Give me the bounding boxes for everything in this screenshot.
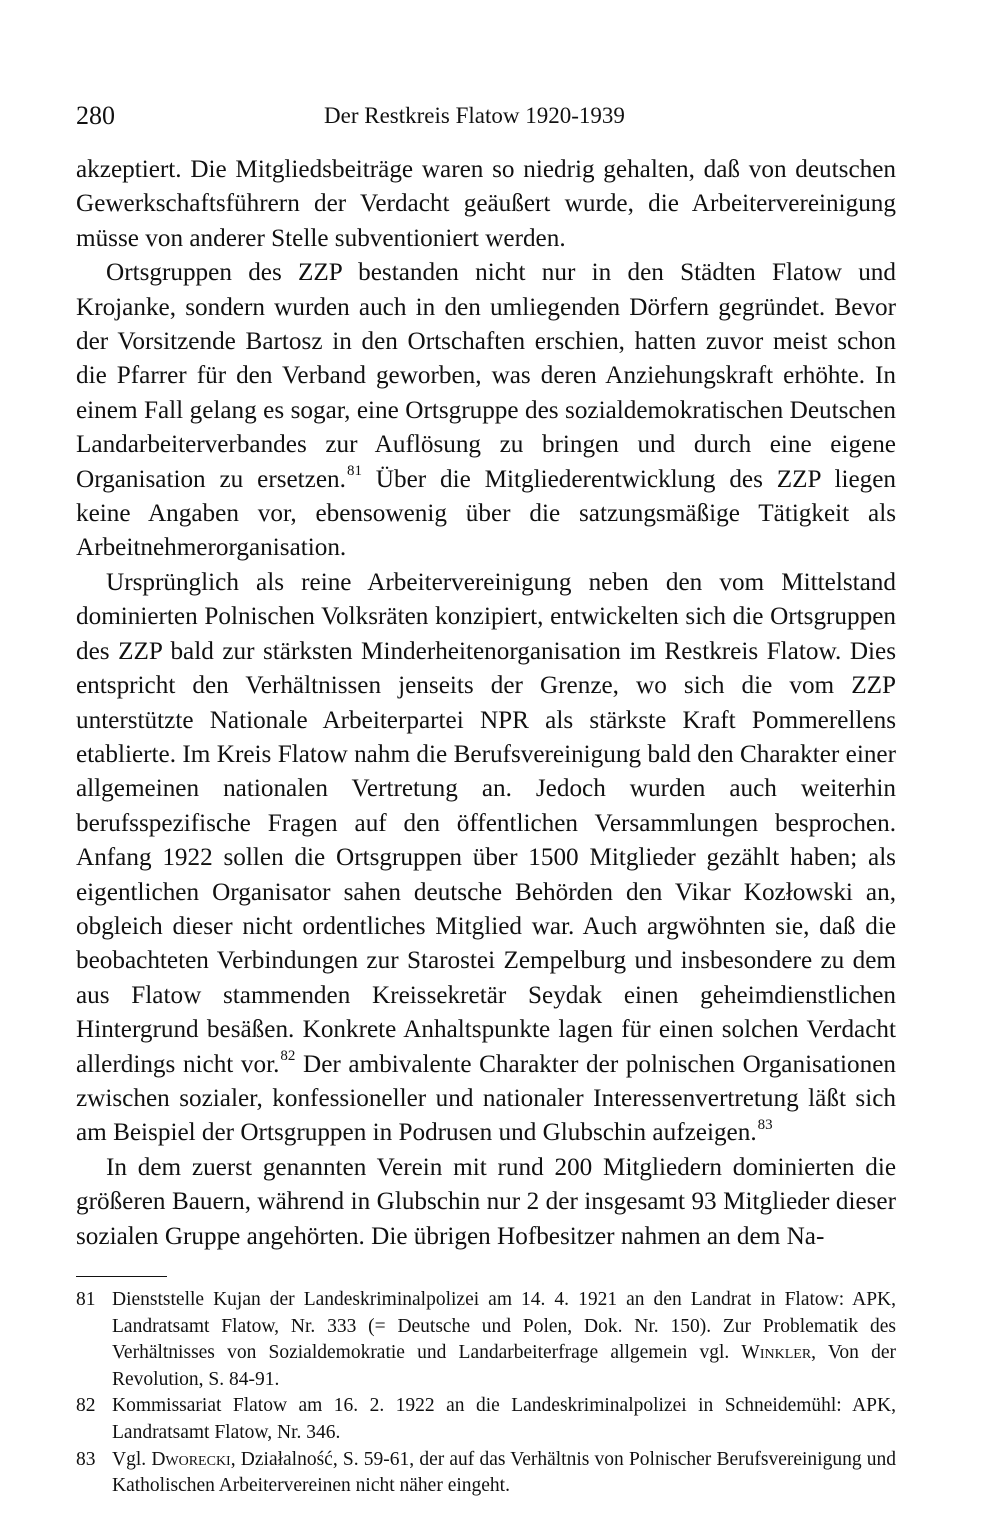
paragraph-4 xyxy=(76,1151,896,1254)
footnote-number: 81 xyxy=(76,1289,96,1310)
footnotes xyxy=(76,1287,896,1500)
paragraph-1 xyxy=(76,153,896,256)
footnote-author: Winkler xyxy=(741,1342,812,1364)
footnote-number: 83 xyxy=(76,1448,96,1470)
footnote-text-b: , Von der Revolution, S. 84-91. xyxy=(112,1342,896,1390)
paragraph-2-text-a: Ortsgruppen des ZZP bestanden nicht nur in den Städten Flatow und Krojanke, sondern wurden auch in den umliegenden Dörfern gegründet. Bevor der Vorsitzende Bartosz in den Ortschaften erschien, hatten zuvor meist schon die Pfarrer für den Verband geworben, was deren Anziehungskraft erhöhte. In einem Fall gelang es sogar, eine Ortsgruppe des sozialdemokratischen Deutschen Landarbeiterverbandes zur Auflösung zu bringen und durch eine eigene Organisation zu ersetzen. xyxy=(76,259,896,493)
footnote-divider xyxy=(76,1276,167,1277)
footnote-text-a: Kommissariat Flatow am 16. 2. 1922 an die Landeskriminalpolizei in Schneidemühl: APK, Landratsamt Flatow, Nr. 346. xyxy=(112,1395,896,1443)
book-page xyxy=(76,96,896,1500)
footnote-ref-82[interactable]: 82 xyxy=(280,1048,296,1065)
footnote-text xyxy=(112,1287,896,1393)
page-number: 280 xyxy=(76,101,115,130)
paragraph-1-text: akzeptiert. Die Mitgliedsbeiträge waren so niedrig gehalten, daß von deutschen Gewerkschaftsführern der Verdacht geäußert wurde, die Arbeitervereinigung müsse von anderer Stelle subventioniert werden. xyxy=(76,156,896,252)
footnote-text xyxy=(112,1393,896,1446)
footnote-82 xyxy=(76,1393,896,1446)
body-text xyxy=(76,153,896,1254)
paragraph-2 xyxy=(76,256,896,566)
footnote-number: 82 xyxy=(76,1395,96,1417)
footnote-text-a: Dienststelle Kujan der Landeskriminalpolizei am 14. 4. 1921 an den Landrat in Flatow: APK, Landratsamt Flatow, Nr. 333 (= Deutsche und Polen, Dok. Nr. 150). Zur Problematik des Verhältnisses von Sozialdemokratie und Landarbeiterfrage allgemein vgl. xyxy=(112,1289,896,1364)
paragraph-3-text-b: Der ambivalente Charakter der polnischen Organisationen zwischen sozialer, konfessioneller und nationaler Interessenvertretung läßt sich am Beispiel der Ortsgruppen in Podrusen und Glubschin aufzeigen. xyxy=(76,1050,896,1147)
paragraph-3-text-a: Ursprünglich als reine Arbeitervereinigung neben den vom Mittelstand dominierten Polnischen Volksräten konzipiert, entwickelten sich die Ortsgruppen des ZZP bald zur stärksten Minderheitenorganisation im Restkreis Flatow. Dies entspricht den Verhältnissen jenseits der Grenze, wo sich die vom ZZP unterstützte Nationale Arbeiterpartei NPR als stärkste Kraft Pommerellens etablierte. Im Kreis Flatow nahm die Berufsvereinigung bald den Charakter einer allgemeinen nationalen Vertretung an. Jedoch wurden auch weiterhin berufsspezifische Fragen auf den öffentlichen Versammlungen besprochen. Anfang 1922 sollen die Ortsgruppen über 1500 Mitglieder gezählt haben; als eigentlichen Organisator sahen deutsche Behörden den Vikar Kozłowski an, obgleich dieser nicht ordentliches Mitglied war. Auch argwöhnten sie, daß die beobachteten Verbindungen zur Starostei Zempelburg und insbesondere zu dem aus Flatow stammenden Kreissekretär Seydak einen geheimdienstlichen Hintergrund besäßen. Konkrete Anhaltspunkte lagen für einen solchen Verdacht allerdings nicht vor. xyxy=(76,568,896,1078)
paragraph-2-text-b: Über die Mitgliederentwicklung des ZZP liegen keine Angaben vor, ebensowenig über die satzungsmäßige Tätigkeit als Arbeitnehmerorganisation. xyxy=(76,465,896,562)
footnote-83 xyxy=(76,1447,896,1500)
running-title: Der Restkreis Flatow 1920-1939 xyxy=(324,103,625,128)
footnote-text-b: , Działalność, S. 59-61, der auf das Verhältnis von Polnischer Berufsvereinigung und Katholischen Arbeitervereinen nicht näher eingeht. xyxy=(112,1448,897,1497)
paragraph-4-text: In dem zuerst genannten Verein mit rund 200 Mitgliedern dominierten die größeren Bauern, während in Glubschin nur 2 der insgesamt 93 Mitglieder dieser sozialen Gruppe angehörten. Die übrigen Hofbesitzer nahmen an dem Na- xyxy=(76,1153,896,1250)
footnote-ref-81[interactable]: 81 xyxy=(346,463,362,480)
footnote-text-a: Vgl. xyxy=(112,1448,152,1470)
running-head xyxy=(76,96,896,136)
footnote-text xyxy=(112,1447,896,1500)
footnote-ref-83[interactable]: 83 xyxy=(757,1117,773,1134)
footnote-author: Dworecki xyxy=(151,1448,231,1470)
paragraph-3 xyxy=(76,566,896,1151)
footnote-81 xyxy=(76,1287,896,1393)
